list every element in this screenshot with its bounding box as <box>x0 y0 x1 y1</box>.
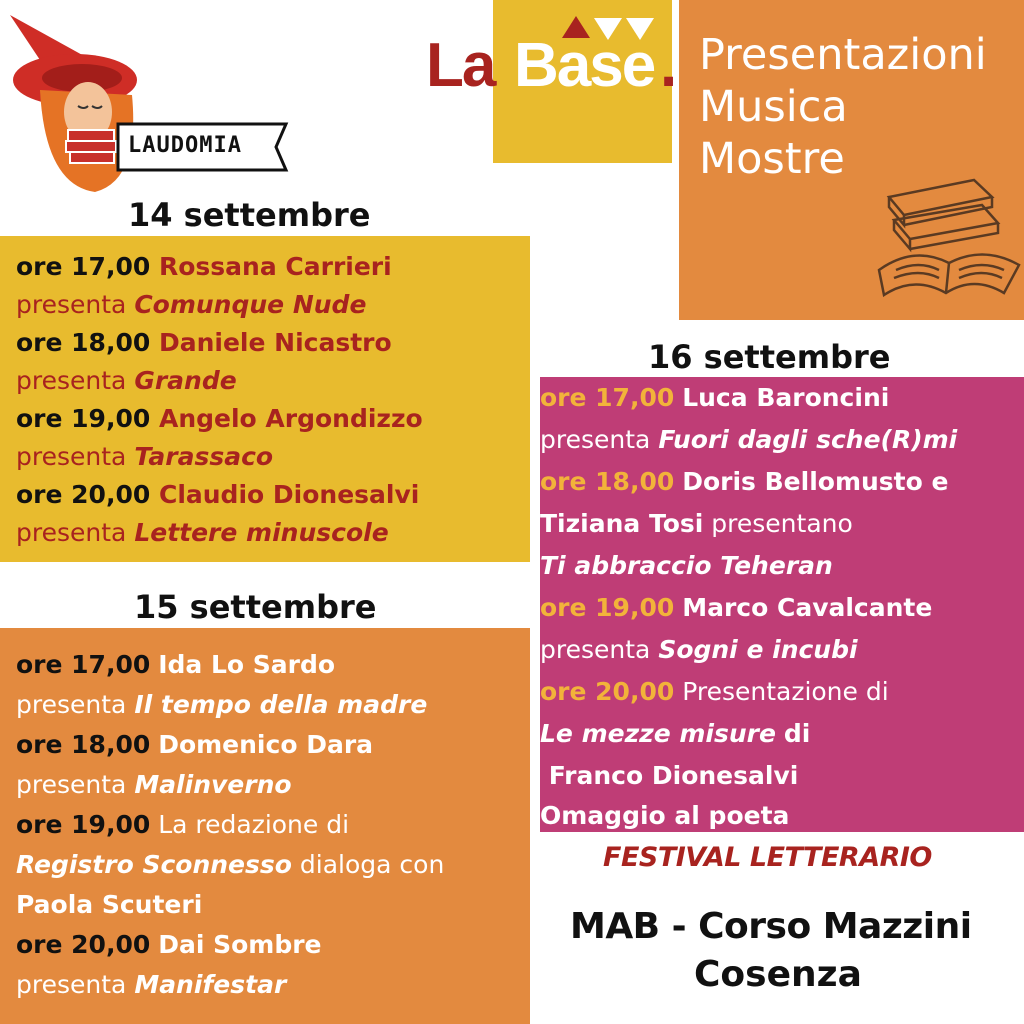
day14-line-2 <box>16 292 366 317</box>
day15-line-1 <box>16 652 335 677</box>
laudomia-logo <box>0 0 300 200</box>
date-15-settembre: 15 settembre <box>134 588 377 626</box>
day14-line-4 <box>16 368 237 393</box>
event-time: ore 20,00 <box>16 480 151 509</box>
event-time: ore 20,00 <box>540 677 675 706</box>
day14-line-6 <box>16 444 273 469</box>
author-name: Dai Sombre <box>158 930 322 959</box>
day-14-box <box>0 236 530 562</box>
author-name: Ida Lo Sardo <box>158 650 336 679</box>
day16-line-3 <box>540 469 948 494</box>
header-line-musica: Musica <box>699 82 848 132</box>
book-title: Ti abbraccio Teheran <box>540 551 833 580</box>
author-name: Rossana Carrieri <box>158 252 392 281</box>
verb-presenta: presenta <box>540 425 651 454</box>
date-14-settembre: 14 settembre <box>128 196 371 234</box>
author-name: Domenico Dara <box>158 730 374 759</box>
book-title: Malinverno <box>134 770 292 799</box>
event-time: ore 18,00 <box>540 467 675 496</box>
event-time: ore 18,00 <box>16 328 151 357</box>
date-16-settembre: 16 settembre <box>648 338 891 376</box>
day14-line-8 <box>16 520 389 545</box>
author-name: Tiziana Tosi <box>540 509 704 538</box>
day-16-box <box>540 377 1024 832</box>
day-15-box <box>0 628 530 1024</box>
day15-line-5 <box>16 812 349 837</box>
event-time: ore 17,00 <box>540 383 675 412</box>
day14-line-7 <box>16 482 419 507</box>
author-name: Franco Dionesalvi <box>540 761 799 790</box>
event-time: ore 19,00 <box>16 404 151 433</box>
day15-line-4 <box>16 772 292 797</box>
day16-line-2 <box>540 427 957 452</box>
day15-line-3 <box>16 732 373 757</box>
book-title: Manifestar <box>134 970 287 999</box>
venue-line-2: Cosenza <box>694 954 862 995</box>
event-time: ore 19,00 <box>16 810 151 839</box>
book-title: Comunque Nude <box>134 290 367 319</box>
day16-line-11 <box>540 803 789 828</box>
event-time: ore 18,00 <box>16 730 151 759</box>
day15-line-6 <box>16 852 444 877</box>
event-text: dialoga con <box>299 850 445 879</box>
verb-presenta: presenta <box>16 290 127 319</box>
header-line-mostre: Mostre <box>699 134 845 184</box>
event-text: Presentazione di <box>682 677 889 706</box>
day15-line-2 <box>16 692 427 717</box>
event-text: di <box>783 719 811 748</box>
book-title: Grande <box>134 366 237 395</box>
logo-label: LAUDOMIA <box>128 133 242 158</box>
author-name: Paola Scuteri <box>16 890 203 919</box>
books-icon <box>874 175 1024 310</box>
verb-presenta: presenta <box>16 770 127 799</box>
brand-dot: . <box>660 31 678 100</box>
day15-line-8 <box>16 932 322 957</box>
book-title: Sogni e incubi <box>658 635 858 664</box>
day14-line-5 <box>16 406 423 431</box>
day16-line-9 <box>540 721 810 746</box>
day15-line-7 <box>16 892 202 917</box>
brand-la: La <box>426 31 495 100</box>
day16-line-6 <box>540 595 932 620</box>
event-time: ore 17,00 <box>16 650 151 679</box>
event-time: ore 20,00 <box>16 930 151 959</box>
day14-line-3 <box>16 330 392 355</box>
verb-presentano: presentano <box>711 509 853 538</box>
festival-title: FESTIVAL LETTERARIO <box>603 842 932 873</box>
day16-line-7 <box>540 637 858 662</box>
event-text: La redazione di <box>158 810 350 839</box>
book-title: Registro Sconnesso <box>16 850 292 879</box>
day15-line-9 <box>16 972 286 997</box>
book-title: Le mezze misure <box>540 719 776 748</box>
verb-presenta: presenta <box>16 690 127 719</box>
day16-line-8 <box>540 679 889 704</box>
verb-presenta: presenta <box>16 442 127 471</box>
header-line-presentazioni: Presentazioni <box>699 30 987 80</box>
verb-presenta: presenta <box>16 366 127 395</box>
brand-base: Base <box>514 31 655 100</box>
author-name: Angelo Argondizzo <box>158 404 423 433</box>
verb-presenta: presenta <box>16 970 127 999</box>
venue-line-1: MAB - Corso Mazzini <box>570 906 972 947</box>
book-title: Tarassaco <box>134 442 274 471</box>
day16-line-5 <box>540 553 833 578</box>
author-name: Luca Baroncini <box>682 383 890 412</box>
verb-presenta: presenta <box>540 635 651 664</box>
book-title: Il tempo della madre <box>134 690 428 719</box>
author-name: Doris Bellomusto e <box>682 467 949 496</box>
day14-line-1 <box>16 254 392 279</box>
book-title: Lettere minuscole <box>134 518 389 547</box>
witch-illustration-icon <box>0 0 300 200</box>
day16-line-4 <box>540 511 853 536</box>
event-time: ore 19,00 <box>540 593 675 622</box>
author-name: Daniele Nicastro <box>158 328 392 357</box>
book-title: Fuori dagli sche(R)mi <box>658 425 958 454</box>
event-time: ore 17,00 <box>16 252 151 281</box>
day16-line-10 <box>540 763 798 788</box>
verb-presenta: presenta <box>16 518 127 547</box>
header-box <box>679 0 1024 320</box>
event-text: Omaggio al poeta <box>540 801 790 830</box>
author-name: Claudio Dionesalvi <box>158 480 420 509</box>
author-name: Marco Cavalcante <box>682 593 933 622</box>
day16-line-1 <box>540 385 889 410</box>
